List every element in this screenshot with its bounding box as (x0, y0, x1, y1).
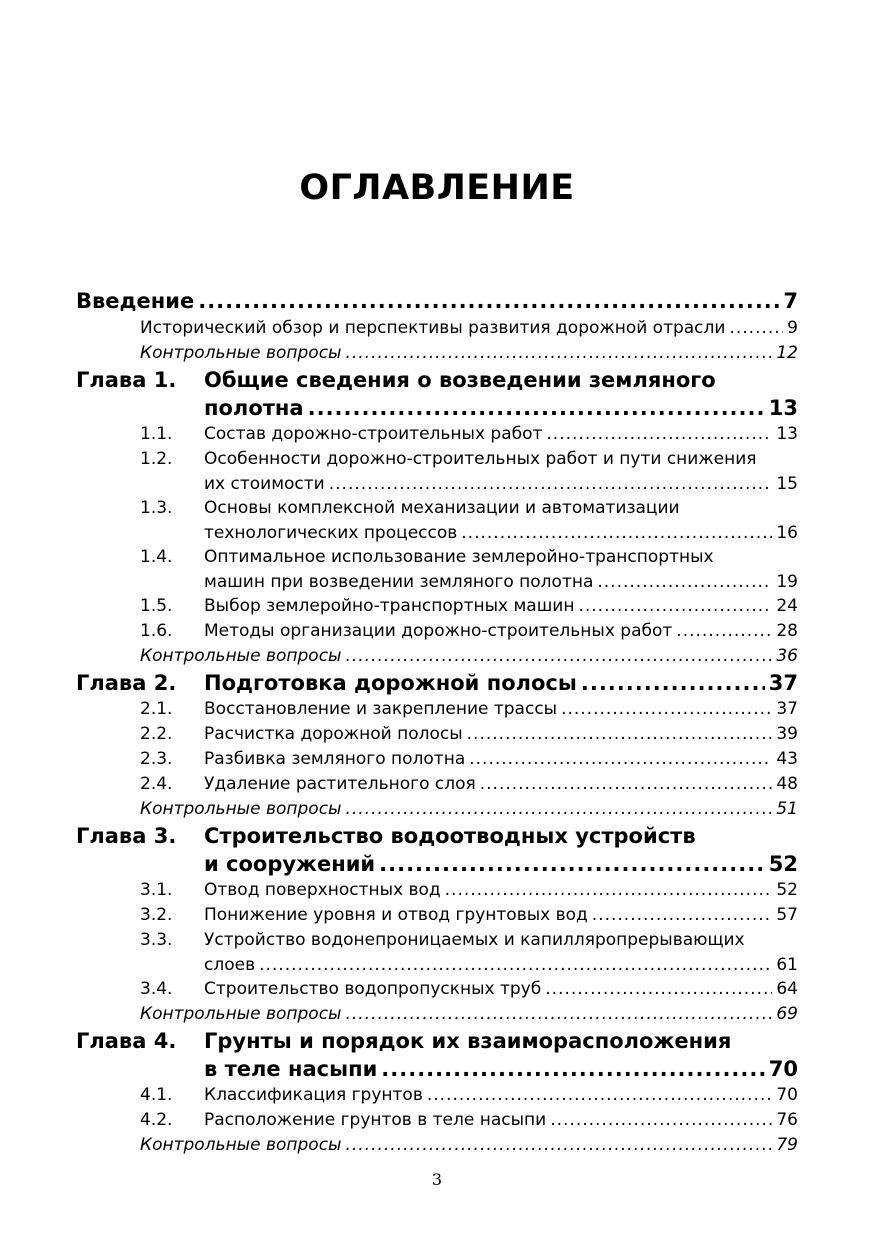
section-title: технологических процессов (204, 523, 458, 543)
dot-leader (381, 1055, 764, 1083)
dot-leader (676, 619, 772, 644)
dot-leader (545, 977, 772, 1002)
chapter-label: Глава 2. (76, 671, 177, 695)
toc-chapter-continuation[interactable] (76, 1055, 798, 1083)
section-number: 1.2. (140, 449, 173, 469)
section-number: 1.5. (140, 596, 173, 616)
toc-page-number: 64 (776, 979, 798, 999)
toc-entry-title: Контрольные вопросы (140, 1135, 342, 1155)
toc-section-continuation[interactable] (76, 521, 798, 545)
toc-entry-title: Контрольные вопросы (140, 1004, 342, 1024)
section-title: Удаление растительного слоя (204, 774, 476, 794)
section-number: 3.1. (140, 880, 173, 900)
toc-section[interactable] (76, 928, 798, 953)
section-title: Строительство водопропускных труб (204, 979, 542, 999)
toc-section[interactable] (76, 496, 798, 521)
toc-chapter[interactable] (76, 822, 798, 850)
toc-chapter-continuation[interactable] (76, 850, 798, 878)
toc-section-continuation[interactable] (76, 472, 798, 496)
dot-leader (345, 797, 772, 822)
section-title: их стоимости (204, 474, 325, 494)
dot-leader (345, 1002, 772, 1027)
toc-page-number: 37 (768, 671, 798, 695)
chapter-title: и сооружений (204, 852, 376, 876)
section-number: 4.2. (140, 1110, 173, 1130)
dot-leader (308, 394, 765, 422)
toc-page-number: 79 (776, 1135, 798, 1155)
dot-leader (561, 697, 772, 722)
section-title: Отвод поверхностных вод (204, 880, 441, 900)
section-title: слоев (204, 955, 256, 975)
section-title: Понижение уровня и отвод грунтовых вод (204, 905, 588, 925)
toc-intro-label: Введение (76, 289, 195, 313)
toc-section[interactable] (76, 619, 798, 644)
toc-section[interactable] (76, 422, 798, 447)
dot-leader (729, 316, 783, 341)
toc-section[interactable] (76, 722, 798, 747)
dot-leader (445, 878, 773, 903)
toc-section[interactable] (76, 977, 798, 1002)
toc-entry-title: Контрольные вопросы (140, 343, 342, 363)
toc-section[interactable] (76, 772, 798, 797)
chapter-label: Глава 1. (76, 368, 177, 392)
dot-leader (329, 472, 773, 496)
section-title: Оптимальное использование землеройно-транспортных (204, 547, 714, 567)
section-number: 1.1. (140, 424, 173, 444)
chapter-title: Строительство водоотводных устройств (204, 824, 696, 848)
dot-leader (345, 644, 772, 669)
toc-page-number: 15 (776, 474, 798, 494)
section-title: Выбор землеройно-транспортных машин (204, 596, 575, 616)
section-title: Классификация грунтов (204, 1085, 423, 1105)
toc-page-number: 51 (776, 799, 798, 819)
toc-section[interactable] (76, 545, 798, 570)
toc-page-number: 70 (776, 1085, 798, 1105)
section-title: Восстановление и закрепление трассы (204, 699, 558, 719)
toc-section[interactable] (76, 1083, 798, 1108)
section-title: Основы комплексной механизации и автоматизации (204, 498, 680, 518)
section-number: 2.3. (140, 749, 173, 769)
section-title: Расположение грунтов в теле насыпи (204, 1110, 547, 1130)
toc-section-continuation[interactable] (76, 953, 798, 977)
section-number: 1.3. (140, 498, 173, 518)
toc-page-number: 61 (776, 955, 798, 975)
dot-leader (461, 521, 772, 545)
section-title: машин при возведении земляного полотна (204, 572, 594, 592)
section-title: Разбивка земляного полотна (204, 749, 466, 769)
table-of-contents (76, 286, 798, 1158)
toc-page-number: 69 (776, 1004, 798, 1024)
toc-page-number: 19 (776, 572, 798, 592)
toc-page-number: 70 (768, 1057, 798, 1081)
section-number: 4.1. (140, 1085, 173, 1105)
chapter-title: полотна (204, 396, 304, 420)
dot-leader (469, 747, 772, 772)
toc-page-number: 9 (787, 318, 798, 338)
dot-leader (480, 772, 773, 797)
dot-leader (546, 422, 772, 447)
chapter-label: Глава 4. (76, 1029, 177, 1053)
dot-leader (379, 850, 765, 878)
toc-section[interactable] (76, 594, 798, 619)
section-number: 1.4. (140, 547, 173, 567)
toc-section[interactable] (76, 747, 798, 772)
chapter-title: Общие сведения о возведении земляного (204, 368, 716, 392)
toc-page-number: 52 (768, 852, 798, 876)
toc-page-number: 39 (776, 724, 798, 744)
section-number: 2.1. (140, 699, 173, 719)
toc-questions[interactable] (76, 1133, 798, 1158)
toc-questions[interactable] (76, 644, 798, 669)
toc-page-number: 28 (776, 621, 798, 641)
chapter-title: Грунты и порядок их взаиморасположения (204, 1029, 732, 1053)
dot-leader (467, 722, 773, 747)
toc-questions[interactable] (76, 341, 798, 366)
dot-leader (581, 669, 765, 697)
dot-leader (597, 570, 772, 594)
section-title: Устройство водонепроницаемых и капилляропрерывающих (204, 930, 745, 950)
section-title: Особенности дорожно-строительных работ и пути снижения (204, 449, 757, 469)
toc-chapter[interactable] (76, 669, 798, 697)
toc-page-number: 24 (776, 596, 798, 616)
toc-entry-title: Исторический обзор и перспективы развития дорожной отрасли (140, 318, 726, 338)
toc-page-number: 36 (776, 646, 798, 666)
section-number: 2.4. (140, 774, 173, 794)
toc-page-number: 13 (776, 424, 798, 444)
toc-section[interactable] (76, 697, 798, 722)
toc-section-continuation[interactable] (76, 570, 798, 594)
toc-section[interactable] (76, 447, 798, 472)
dot-leader (345, 341, 772, 366)
page-number: 3 (431, 1170, 443, 1189)
toc-section[interactable] (76, 878, 798, 903)
toc-intro[interactable] (76, 286, 798, 316)
toc-entry[interactable] (76, 316, 798, 341)
toc-chapter[interactable] (76, 366, 798, 394)
toc-page-number: 12 (776, 343, 798, 363)
dot-leader (550, 1108, 772, 1133)
section-title: Расчистка дорожной полосы (204, 724, 463, 744)
section-title: Методы организации дорожно-строительных работ (204, 621, 673, 641)
toc-chapter[interactable] (76, 1027, 798, 1055)
dot-leader (427, 1083, 773, 1108)
toc-entry-title: Контрольные вопросы (140, 799, 342, 819)
chapter-label: Глава 3. (76, 824, 177, 848)
dot-leader (198, 286, 779, 316)
dot-leader (345, 1133, 772, 1158)
chapter-title: Подготовка дорожной полосы (204, 671, 577, 695)
dot-leader (578, 594, 772, 619)
toc-page-number: 13 (768, 396, 798, 420)
toc-section[interactable] (76, 1108, 798, 1133)
toc-section[interactable] (76, 903, 798, 928)
toc-entry-title: Контрольные вопросы (140, 646, 342, 666)
toc-page-number: 16 (776, 523, 798, 543)
section-number: 3.3. (140, 930, 173, 950)
chapter-title: в теле насыпи (204, 1057, 378, 1081)
section-title: Состав дорожно-строительных работ (204, 424, 543, 444)
toc-questions[interactable] (76, 1002, 798, 1027)
section-number: 1.6. (140, 621, 173, 641)
section-number: 3.2. (140, 905, 173, 925)
toc-page-number: 76 (776, 1110, 798, 1130)
section-number: 3.4. (140, 979, 173, 999)
section-number: 2.2. (140, 724, 173, 744)
toc-page-number: 37 (776, 699, 798, 719)
toc-page-number: 43 (776, 749, 798, 769)
toc-page-number: 52 (776, 880, 798, 900)
toc-page-number: 57 (776, 905, 798, 925)
toc-page-number: 48 (776, 774, 798, 794)
dot-leader (259, 953, 772, 977)
toc-questions[interactable] (76, 797, 798, 822)
toc-chapter-continuation[interactable] (76, 394, 798, 422)
toc-page-number: 7 (783, 289, 798, 313)
dot-leader (592, 903, 773, 928)
page-title: ОГЛАВЛЕНИЕ (299, 168, 575, 208)
